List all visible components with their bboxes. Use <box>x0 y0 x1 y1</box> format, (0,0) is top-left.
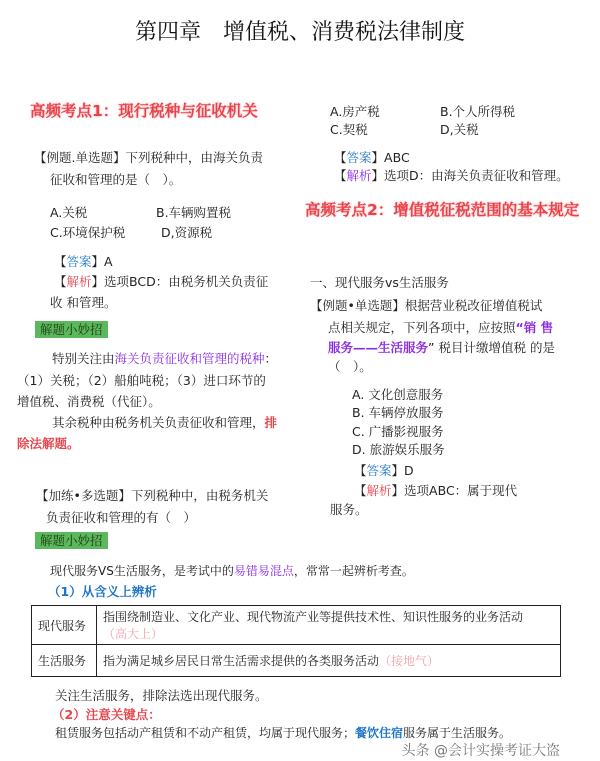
explanation-text: 选项D：由海关负责征收和管理。 <box>384 168 569 183</box>
table-text: 指为满足城乡居民日常生活需求提供的各类服务活动 <box>103 654 380 668</box>
text: ” 税目计缴增值税 的是 <box>428 340 555 355</box>
tip-text: 现代服务VS生活服务，是考试中的 <box>50 564 234 578</box>
option-a: A.房产税 <box>330 104 380 119</box>
explanation-tag: 解析 <box>366 483 392 498</box>
option-a: A.关税 <box>50 205 88 220</box>
after-table-line1: 关注生活服务，排除法选出现代服务。 <box>55 688 268 703</box>
text: 租赁服务包括动产租赁和不动产租赁，均属于现代服务； <box>55 726 356 740</box>
answer-tag: 答案 <box>366 463 392 478</box>
watermark: 头条 @会计实操考证大盗 <box>401 743 560 759</box>
question-1-line1: 【例题.单选题】下列税种中，由海关负责 <box>34 150 263 165</box>
heading-key-point-2: 高频考点2：增值税征税范围的基本规定 <box>305 201 580 219</box>
table-value <box>97 606 561 645</box>
answer-1: 【答案】A <box>54 254 113 269</box>
tip-2-line1 <box>50 564 414 578</box>
text: 点相关规定，下列各项中，应按照 <box>328 320 516 335</box>
answer-value: D <box>404 463 414 478</box>
tip-text: 其余税种由税务机关负责征收和管理， <box>52 415 265 430</box>
option-b: B.个人所得税 <box>440 104 516 119</box>
option-c: C. 广播影视服务 <box>352 424 444 439</box>
highlight: 服务——生活服务 <box>328 340 429 355</box>
answer-3: 【答案】D <box>354 463 414 478</box>
option-c: C.契税 <box>330 122 368 137</box>
tip-highlight: 易错易混点 <box>233 564 294 578</box>
heading-key-point-1: 高频考点1：现行税种与征收机关 <box>30 102 258 120</box>
explanation-text: 选项BCD：由税务机关负责征 <box>104 274 269 289</box>
table-value <box>97 645 561 677</box>
explanation-tag: 解析 <box>346 168 372 183</box>
tip-line2: （1）关税；（2）船舶吨税；（3）进口环节的 <box>17 373 266 388</box>
subheading-2: （2）注意关键点： <box>52 707 161 722</box>
explanation-text: 选项ABC：属于现代 <box>404 483 518 498</box>
option-d: D,资源税 <box>161 225 213 240</box>
tip-label-2: 解题小妙招 <box>35 532 108 549</box>
table-row <box>32 606 561 645</box>
table-note: （高大上） <box>103 627 164 641</box>
option-b: B.车辆购置税 <box>156 205 232 220</box>
explanation-1-line2: 收 和管理。 <box>50 295 117 310</box>
highlight: “销 售 <box>515 320 554 335</box>
question-3-line3 <box>328 340 555 355</box>
tip-line1 <box>52 351 277 366</box>
explanation-3: 【解析】选项ABC：属于现代 <box>354 483 518 498</box>
question-2-line2: 负责征收和管理的有（ ） <box>46 510 197 525</box>
tip-line4 <box>52 415 277 430</box>
tip-text: ，常常一起辨析考查。 <box>293 564 414 578</box>
text: 服务属于生活服务。 <box>403 726 512 740</box>
table-key: 生活服务 <box>32 645 97 677</box>
question-3-line2 <box>328 320 553 335</box>
explanation-2: 【解析】选项D：由海关负责征收和管理。 <box>334 168 569 183</box>
tip-text: 特别关注由 <box>52 351 115 366</box>
tip-red: 排 <box>264 415 278 430</box>
option-d: D. 旅游娱乐服务 <box>352 442 445 457</box>
subheading-1: （1）从含义上辨析 <box>48 584 157 599</box>
table-key: 现代服务 <box>32 606 97 645</box>
tip-highlight: 海关负责征收和管理的税种 <box>114 351 265 366</box>
tip-text: ： <box>264 351 278 366</box>
table-row <box>32 645 561 677</box>
explanation-3-line2: 服务。 <box>330 502 368 517</box>
answer-2: 【答案】ABC <box>334 150 410 165</box>
tip-line5: 除法解题。 <box>17 436 80 451</box>
explanation-1: 【解析】选项BCD：由税务机关负责征 <box>54 274 269 289</box>
question-1-line2: 征收和管理的是（ ）。 <box>50 172 182 187</box>
question-2-line1: 【加练•多选题】下列税种中，由税务机关 <box>36 488 269 503</box>
option-a: A. 文化创意服务 <box>352 387 444 402</box>
option-d: D,关税 <box>440 122 479 137</box>
option-b: B. 车辆停放服务 <box>352 405 444 420</box>
answer-value: ABC <box>384 150 410 165</box>
section-title: 一、现代服务vs生活服务 <box>310 275 449 290</box>
answer-tag: 答案 <box>66 254 92 269</box>
explanation-tag: 解析 <box>66 274 92 289</box>
table-text: 指围绕制造业、文化产业、现代物流产业等提供技术性、知识性服务的业务活动 <box>103 610 524 624</box>
question-3-line1: 【例题•单选题】根据营业税改征增值税试 <box>310 298 543 313</box>
highlight: 餐饮住宿 <box>355 726 404 740</box>
question-3-line4: （ ）。 <box>328 359 372 374</box>
table-note: （接地气） <box>379 654 440 668</box>
page-title: 第四章 增值税、消费税法律制度 <box>134 20 465 45</box>
answer-value: A <box>104 254 113 269</box>
answer-tag: 答案 <box>346 150 372 165</box>
comparison-table <box>31 605 561 677</box>
tip-line3: 增值税、消费税（代征）。 <box>17 394 161 409</box>
after-table-line2 <box>55 726 511 740</box>
option-c: C.环境保护税 <box>50 225 126 240</box>
tip-label: 解题小妙招 <box>35 321 108 338</box>
